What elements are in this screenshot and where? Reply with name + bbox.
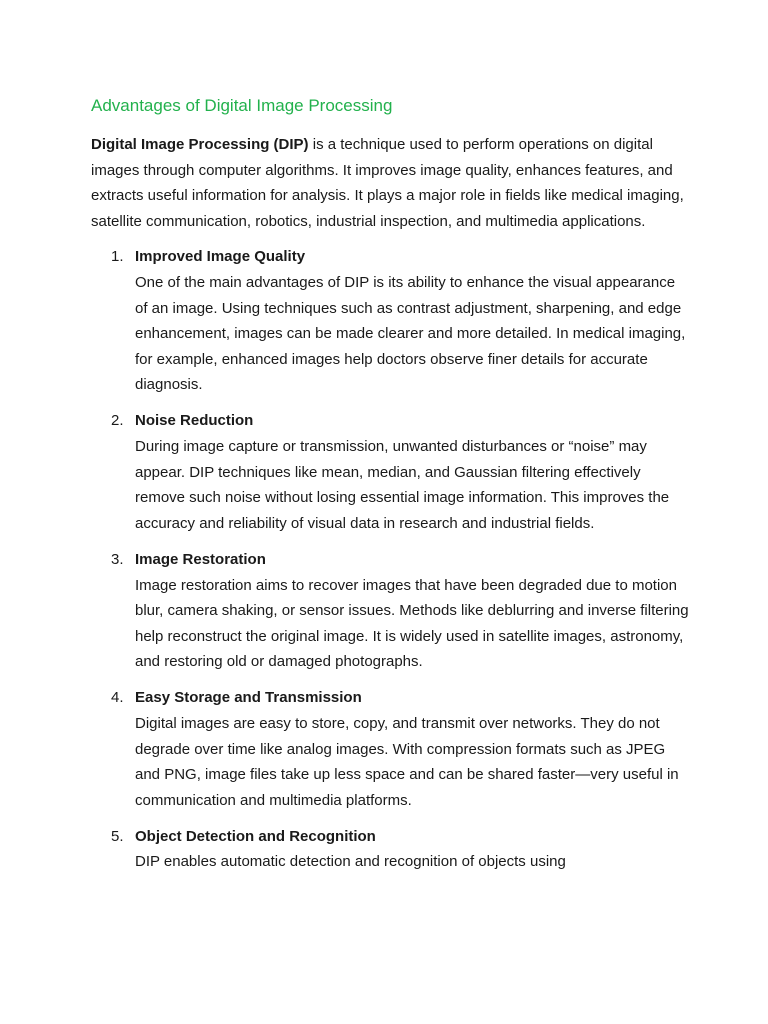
list-item-number: 1. bbox=[111, 248, 124, 266]
list-item bbox=[91, 824, 691, 875]
intro-bold-term: Digital Image Processing (DIP) bbox=[91, 136, 309, 153]
list-item-number: 4. bbox=[111, 689, 124, 707]
list-item-heading: Improved Image Quality bbox=[135, 248, 306, 266]
list-item-heading: Object Detection and Recognition bbox=[135, 827, 376, 845]
list-item bbox=[91, 244, 691, 398]
document-title: Advantages of Digital Image Processing bbox=[91, 96, 393, 115]
list-item-body: DIP enables automatic detection and recognition of objects using bbox=[135, 853, 566, 871]
document-page bbox=[91, 95, 691, 875]
intro-text: is a technique used to perform operations on digital images through computer algorithms. It improves image quality, enhances features, and extracts useful information for analysis. It plays a major role in fields like medical imaging, satellite communication, robotics, industrial inspection, and multimedia applications. bbox=[91, 136, 684, 230]
list-item-heading: Image Restoration bbox=[135, 550, 266, 568]
list-item-number: 2. bbox=[111, 412, 124, 430]
list-item-body: One of the main advantages of DIP is its ability to enhance the visual appearance of an image. Using techniques such as contrast adjustment, sharpening, and edge enhancement, images can be made clearer and more detailed. In medical imaging, for example, enhanced images help doctors observe finer details for accurate diagnosis. bbox=[135, 273, 686, 394]
list-item-heading: Easy Storage and Transmission bbox=[135, 689, 362, 707]
list-item bbox=[91, 408, 691, 536]
intro-paragraph bbox=[91, 132, 691, 234]
list-item-body: Image restoration aims to recover images that have been degraded due to motion blur, camera shaking, or sensor issues. Methods like deblurring and inverse filtering help reconstruct the original image. It is widely used in satellite images, astronomy, and restoring old or damaged photographs. bbox=[135, 576, 689, 671]
list-item bbox=[91, 685, 691, 813]
advantages-list bbox=[91, 244, 691, 875]
list-item-number: 3. bbox=[111, 550, 124, 568]
list-item-number: 5. bbox=[111, 827, 124, 845]
list-item-body: Digital images are easy to store, copy, and transmit over networks. They do not degrade over time like analog images. With compression formats such as JPEG and PNG, image files take up less space and can be shared faster—very useful in communication and multimedia platforms. bbox=[135, 714, 679, 809]
list-item-heading: Noise Reduction bbox=[135, 412, 254, 430]
list-item bbox=[91, 547, 691, 675]
list-item-body: During image capture or transmission, unwanted disturbances or “noise” may appear. DIP techniques like mean, median, and Gaussian filtering effectively remove such noise without losing essential image information. This improves the accuracy and reliability of visual data in research and industrial fields. bbox=[135, 438, 670, 532]
